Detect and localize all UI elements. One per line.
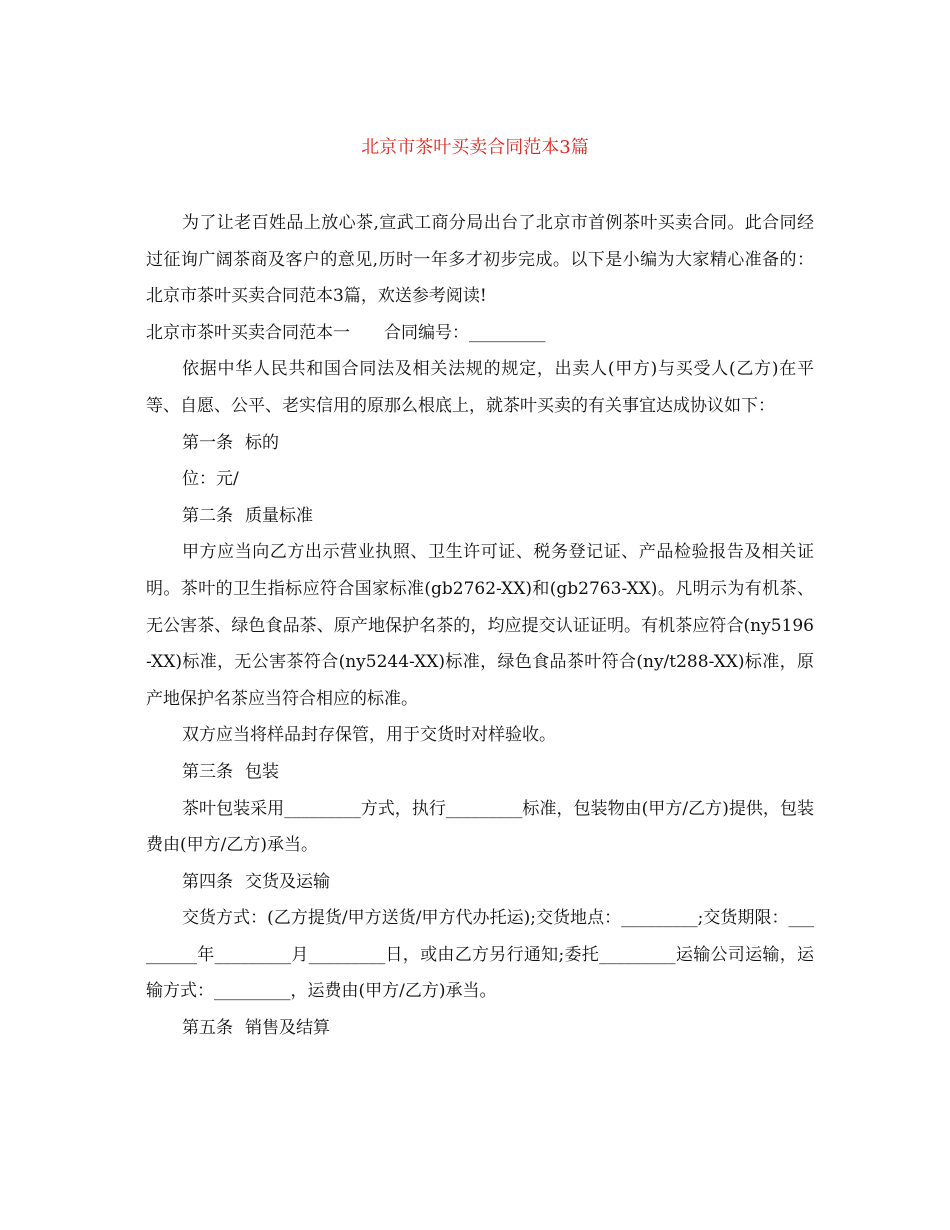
- document-body: [146, 205, 814, 1047]
- article-2-number: 第二条: [182, 505, 233, 526]
- article-1-name: 标的: [245, 432, 279, 453]
- article-3-number: 第三条: [182, 761, 233, 782]
- preamble-paragraph: 依据中华人民共和国合同法及相关法规的规定，出卖人(甲方)与买受人(乙方)在平等、自愿、公平、老实信用的原那么根底上，就茶叶买卖的有关事宜达成协议如下：: [146, 359, 814, 416]
- article-1-number: 第一条: [182, 432, 233, 453]
- article-3-name: 包装: [245, 761, 279, 782]
- article-4-heading: [146, 864, 814, 901]
- article-4-name: 交货及运输: [245, 871, 330, 892]
- article-5-name: 销售及结算: [245, 1018, 330, 1039]
- intro-paragraph: 为了让老百姓品上放心茶,宣武工商分局出台了北京市首例茶叶买卖合同。此合同经过征询广阔茶商及客户的意见,历时一年多才初步完成。以下是小编为大家精心准备的：北京市茶叶买卖合同范本3篇，欢送参考阅读!: [146, 213, 814, 307]
- sample-title: 北京市茶叶买卖合同范本一: [146, 322, 350, 343]
- article-3-paragraph: 茶叶包装采用_________方式，执行_________标准，包装物由(甲方/乙方)提供，包装费由(甲方/乙方)承当。: [146, 798, 814, 856]
- document-title: 北京市茶叶买卖合同范本3篇: [361, 137, 589, 158]
- contract-number: 合同编号：_________: [384, 322, 546, 343]
- article-2-name: 质量标准: [245, 505, 313, 526]
- article-2-heading: [146, 498, 814, 535]
- article-2-paragraph: 甲方应当向乙方出示营业执照、卫生许可证、税务登记证、产品检验报告及相关证明。茶叶的卫生指标应符合国家标准(gb2762-XX)和(gb2763-XX)。凡明示为有机茶、无公害茶、绿色食品茶、原产地保护名茶的，均应提交认证证明。有机茶应符合(ny5196-XX)标准，无公害茶符合(ny5244-XX)标准，绿色食品茶叶符合(ny/t288-XX)标准，原产地保护名茶应当符合相应的标准。: [146, 542, 814, 709]
- article-4-number: 第四条: [182, 871, 233, 892]
- article-1-heading: [146, 425, 814, 462]
- article-3-heading: [146, 754, 814, 791]
- article-1-unit: 位：元/: [182, 469, 239, 490]
- article-5-number: 第五条: [182, 1018, 233, 1039]
- article-4-paragraph: 交货方式：(乙方提货/甲方送货/甲方代办托运);交货地点：_________;交货期限：_________年_________月_________日，或由乙方另行通知;委托_________运输公司运输，运输方式：_________，运费由(甲方/乙方)承当。: [146, 908, 814, 1002]
- sample-header-line: [146, 315, 814, 352]
- article-2-sample-paragraph: 双方应当将样品封存保管，用于交货时对样验收。: [182, 725, 556, 746]
- article-5-heading: [146, 1010, 814, 1047]
